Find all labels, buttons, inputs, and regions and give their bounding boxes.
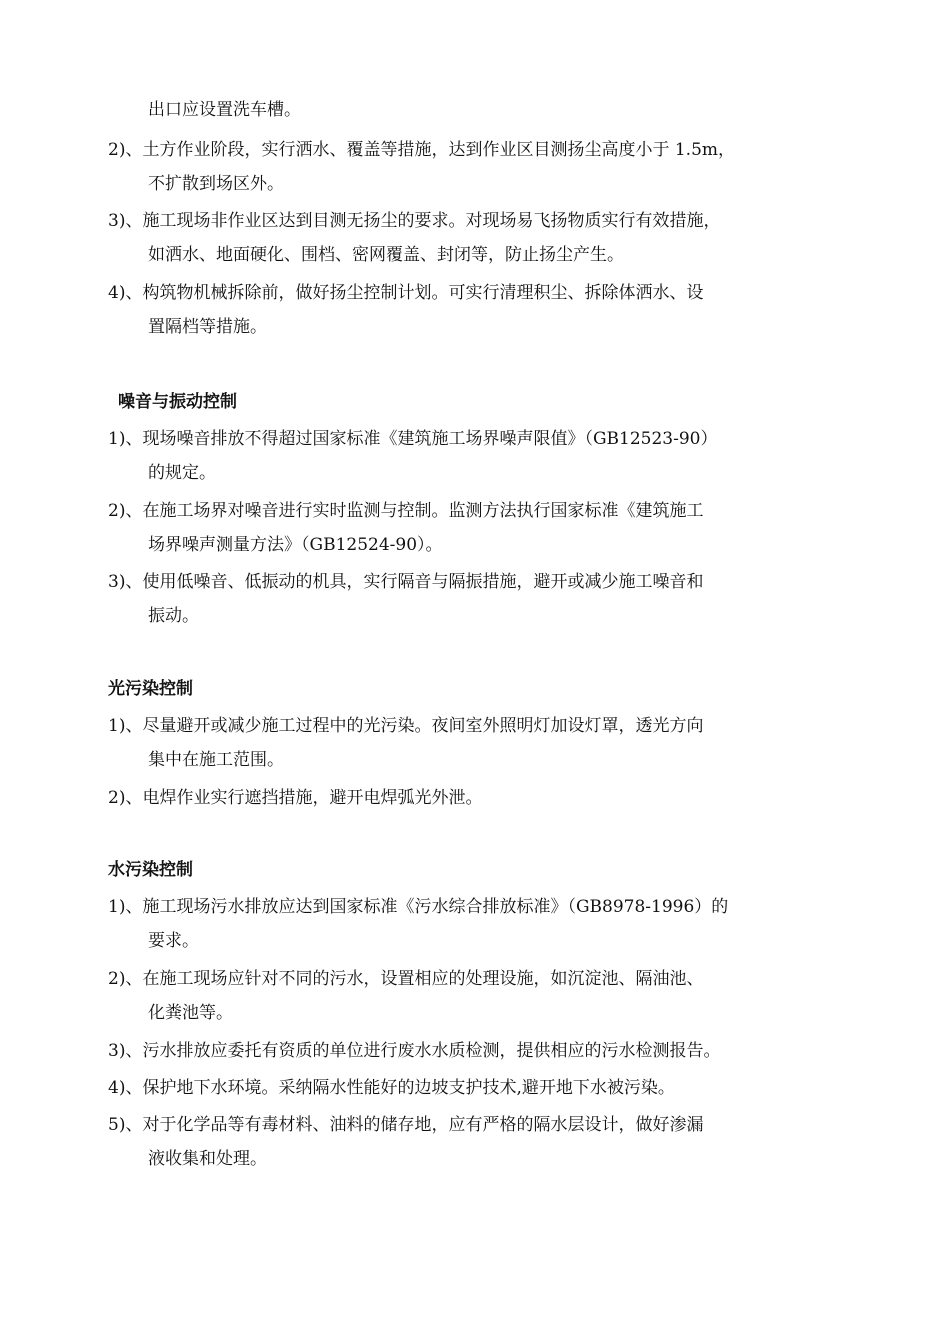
water-item-5-line-2: 液收集和处理。 (148, 1149, 267, 1169)
light-item-2-line-1: 2)、电焊作业实行遮挡措施，避开电焊弧光外泄。 (108, 788, 483, 808)
dust-item-4-line-2: 置隔档等措施。 (148, 317, 267, 337)
intro-continuation: 出口应设置洗车槽。 (148, 100, 301, 120)
water-item-2-line-1: 2)、在施工现场应针对不同的污水，设置相应的处理设施，如沉淀池、隔油池、 (108, 969, 704, 989)
dust-item-2-line-2: 不扩散到场区外。 (148, 174, 284, 194)
water-item-2-line-2: 化粪池等。 (148, 1003, 233, 1023)
water-item-5-line-1: 5)、对于化学品等有毒材料、油料的储存地，应有严格的隔水层设计，做好渗漏 (108, 1115, 704, 1135)
noise-item-1-line-2: 的规定。 (148, 463, 216, 483)
water-item-4-line-1: 4)、保护地下水环境。采纳隔水性能好的边坡支护技术,避开地下水被污染。 (108, 1078, 675, 1098)
dust-item-4-line-1: 4)、构筑物机械拆除前，做好扬尘控制计划。可实行清理积尘、拆除体洒水、设 (108, 283, 704, 303)
water-heading: 水污染控制 (108, 860, 193, 880)
light-item-1-line-2: 集中在施工范围。 (148, 750, 284, 770)
water-item-1-line-2: 要求。 (148, 931, 199, 951)
dust-item-3-line-2: 如洒水、地面硬化、围档、密网覆盖、封闭等，防止扬尘产生。 (148, 245, 624, 265)
noise-heading: 噪音与振动控制 (118, 392, 237, 412)
light-item-1-line-1: 1)、尽量避开或减少施工过程中的光污染。夜间室外照明灯加设灯罩，透光方向 (108, 716, 704, 736)
water-item-1-line-1: 1)、施工现场污水排放应达到国家标准《污水综合排放标准》（GB8978-1996）的 (108, 897, 729, 917)
noise-item-2-line-2: 场界噪声测量方法》（GB12524-90）。 (148, 535, 443, 555)
dust-item-3-line-1: 3)、施工现场非作业区达到目测无扬尘的要求。对现场易飞扬物质实行有效措施， (108, 211, 721, 231)
light-heading: 光污染控制 (108, 679, 193, 699)
noise-item-3-line-1: 3)、使用低噪音、低振动的机具，实行隔音与隔振措施，避开或减少施工噪音和 (108, 572, 704, 592)
water-item-3-line-1: 3)、污水排放应委托有资质的单位进行废水水质检测，提供相应的污水检测报告。 (108, 1041, 721, 1061)
noise-item-2-line-1: 2)、在施工场界对噪音进行实时监测与控制。监测方法执行国家标准《建筑施工 (108, 501, 704, 521)
noise-item-1-line-1: 1)、现场噪音排放不得超过国家标准《建筑施工场界噪声限值》（GB12523-90） (108, 429, 718, 449)
noise-item-3-line-2: 振动。 (148, 606, 199, 626)
dust-item-2-line-1: 2)、土方作业阶段，实行洒水、覆盖等措施，达到作业区目测扬尘高度小于 1.5m， (108, 140, 736, 160)
